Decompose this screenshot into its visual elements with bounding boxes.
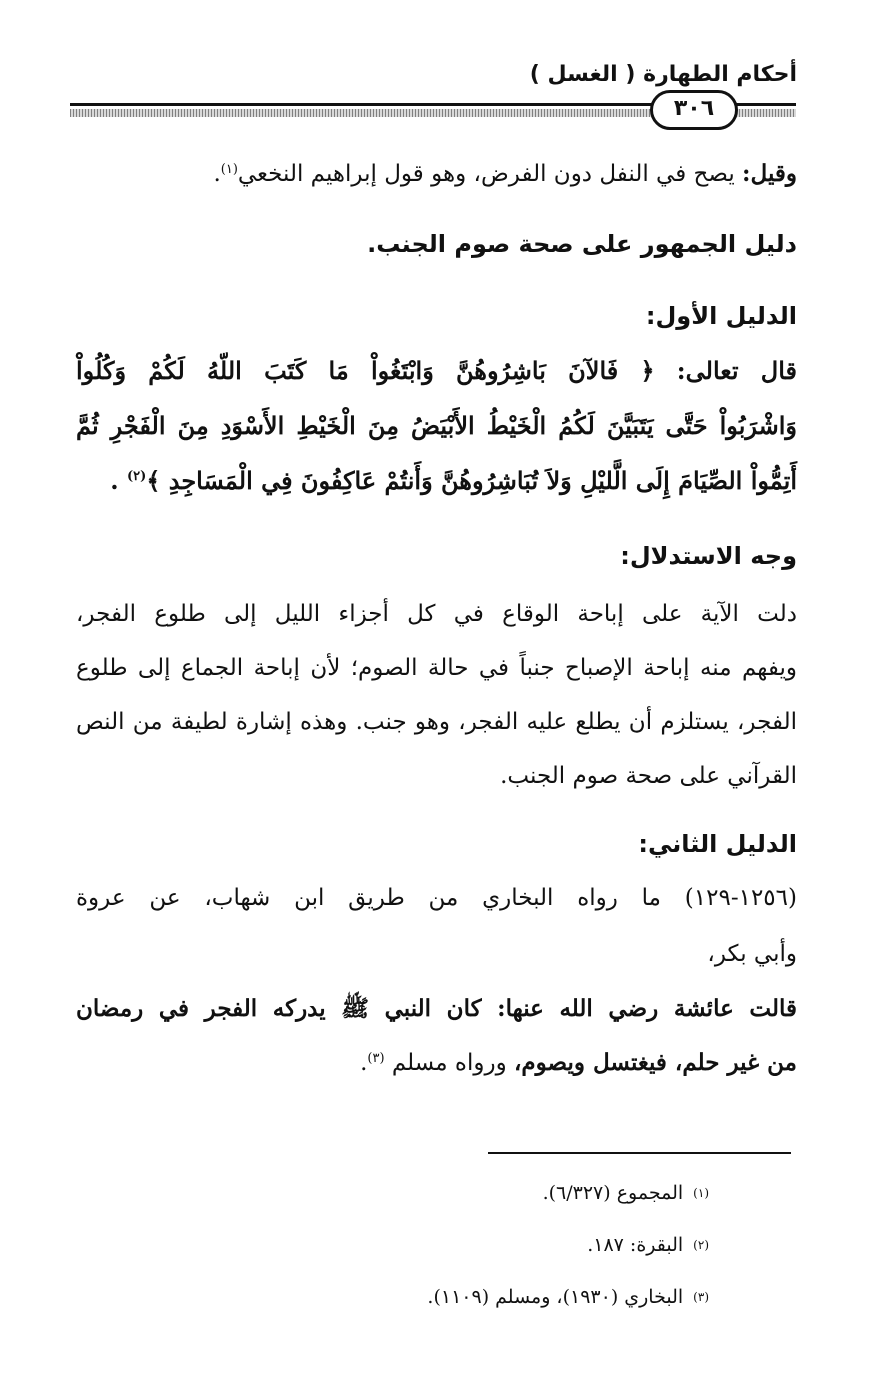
- footnote-ref-1: (١): [220, 162, 238, 177]
- quran-verse-line-3: [76, 465, 797, 497]
- footnote-3-marker: (٣): [693, 1290, 709, 1304]
- heading-second-evidence: الدليل الثاني:: [638, 830, 797, 858]
- quran-end: .: [110, 466, 128, 495]
- inference-line-1: دلت الآية على إباحة الوقاع في كل أجزاء الليل إلى طلوع الفجر،: [76, 601, 797, 627]
- narration-line-2: وأبي بكر،: [707, 941, 797, 967]
- footnote-1: [543, 1180, 709, 1206]
- hadith-end: .: [360, 1050, 368, 1076]
- footnote-1-marker: (١): [693, 1186, 709, 1200]
- heading-first-evidence: الدليل الأول:: [645, 302, 797, 330]
- hadith-line-1: قالت عائشة رضي الله عنها: كان النبي ﷺ يدركه الفجر في رمضان: [76, 995, 797, 1022]
- quran-verse-line-2: وَاشْرَبُواْ حَتَّى يَتَبَيَّنَ لَكُمُ الْخَيْطُ الأَبْيَضُ مِنَ الْخَيْطِ الأَسْوَدِ مِنَ الْفَجْرِ ثُمَّ: [76, 411, 797, 440]
- footnote-3-text: البخاري (١٩٣٠)، ومسلم (١١٠٩).: [427, 1286, 684, 1308]
- footnote-ref-2: (٢): [127, 469, 147, 484]
- quran-verse-line-1: قال تعالى: ﴿ فَالآنَ بَاشِرُوهُنَّ وَابْتَغُواْ مَا كَتَبَ اللّهُ لَكُمْ وَكُلُواْ: [76, 356, 797, 385]
- running-header-title: أحكام الطهارة ( الغسل ): [529, 62, 797, 87]
- qil-label: وقيل:: [742, 160, 797, 187]
- inference-line-2: ويفهم منه إباحة الإصباح جنباً في حالة الصوم؛ لأن إباحة الجماع إلى طلوع: [76, 655, 797, 681]
- footnote-ref-3: (٣): [367, 1051, 385, 1066]
- inference-line-4: القرآني على صحة صوم الجنب.: [500, 763, 797, 789]
- hadith-line-2-bold: من غير حلم، فيغتسل ويصوم،: [514, 1049, 797, 1076]
- heading-inference: وجه الاستدلال:: [620, 542, 797, 570]
- footnote-2-text: البقرة: ١٨٧.: [587, 1234, 684, 1256]
- footnote-separator: [488, 1152, 791, 1154]
- qil-text: يصح في النفل دون الفرض، وهو قول إبراهيم النخعي: [237, 161, 743, 187]
- qil-end: .: [213, 161, 221, 187]
- narration-line-1: (١٢٥٦-١٢٩) ما رواه البخاري من طريق ابن شهاب، عن عروة: [76, 885, 797, 911]
- page-number: ٣٠٦: [650, 90, 738, 130]
- hadith-line-2: [76, 1047, 797, 1079]
- inference-line-3: الفجر، يستلزم أن يطلع عليه الفجر، وهو جنب. وهذه إشارة لطيفة من النص: [76, 709, 797, 735]
- quran-verse-line-3-text: أَتِمُّواْ الصِّيَامَ إِلَى الَّليْلِ وَلاَ تُبَاشِرُوهُنَّ وَأَنتُمْ عَاكِفُونَ فِي الْمَسَاجِدِ ﴾: [146, 466, 797, 495]
- heading-majority-evidence: دليل الجمهور على صحة صوم الجنب.: [367, 230, 797, 258]
- footnote-2-marker: (٢): [693, 1238, 709, 1252]
- footnote-3: [427, 1284, 709, 1310]
- hadith-line-2-rest: ورواه مسلم: [384, 1050, 514, 1076]
- footnote-1-text: المجموع (٦/٣٢٧).: [542, 1182, 684, 1204]
- paragraph-qil: [76, 158, 797, 190]
- footnote-2: [587, 1232, 709, 1258]
